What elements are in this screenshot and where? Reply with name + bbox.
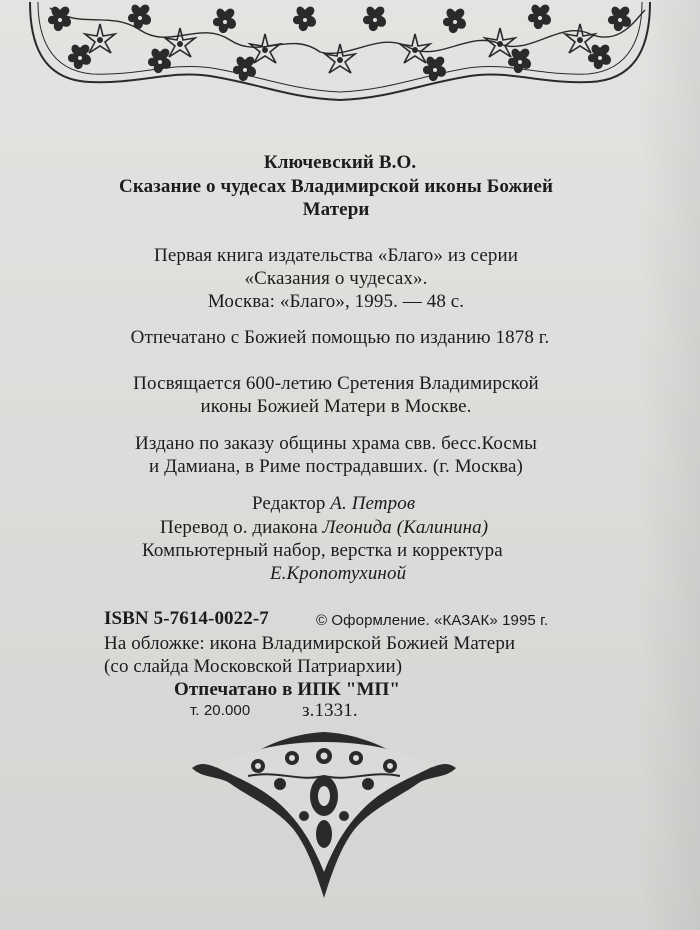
isbn-line: ISBN 5-7614-0022-7	[104, 608, 269, 629]
title-line-2: Матери	[302, 199, 370, 220]
title-line-1: Сказание о чудесах Владимирской иконы Божией	[119, 176, 553, 197]
editor-label: Редактор	[252, 493, 326, 514]
translation-line	[160, 517, 488, 539]
cover-line-2: (со слайда Московской Патриархии)	[104, 656, 403, 677]
printer-line: Отпечатано в ИПК "МП"	[174, 679, 401, 700]
order-number: з.1331.	[302, 700, 358, 721]
bottom-ornament	[188, 726, 460, 904]
editor-name: А. Петров	[330, 493, 416, 514]
author-line: Ключевский В.О.	[263, 152, 417, 173]
page-edge-shadow	[640, 0, 700, 930]
commission-line-2: и Дамиана, в Риме пострадавших. (г. Москва)	[149, 456, 523, 477]
dedication-line-2: иконы Божией Матери в Москве.	[200, 396, 472, 417]
printed-from-line: Отпечатано с Божией помощью по изданию 1878 г.	[130, 327, 550, 348]
series-line-2: «Сказания о чудесах».	[244, 268, 428, 289]
imprint-line: Москва: «Благо», 1995. — 48 с.	[207, 291, 465, 312]
typesetter-name: Е.Кропотухиной	[270, 563, 407, 584]
translation-label: Перевод о. диакона	[160, 517, 318, 538]
series-line-1: Первая книга издательства «Благо» из серии	[153, 245, 519, 266]
editor-line	[252, 493, 415, 515]
cover-line-1: На обложке: икона Владимирской Божией Матери	[104, 633, 516, 654]
print-run: т. 20.000	[190, 702, 251, 719]
dedication-line-1: Посвящается 600-летию Сретения Владимирской	[133, 373, 539, 394]
commission-line-1: Издано по заказу общины храма свв. бесс.Космы	[135, 433, 537, 454]
typesetting-line: Компьютерный набор, верстка и корректура	[142, 540, 503, 561]
translator-name: Леонида (Калинина)	[322, 517, 489, 538]
design-credit: © Оформление. «КАЗАК» 1995 г.	[316, 612, 549, 629]
top-floral-ornament	[20, 0, 660, 108]
